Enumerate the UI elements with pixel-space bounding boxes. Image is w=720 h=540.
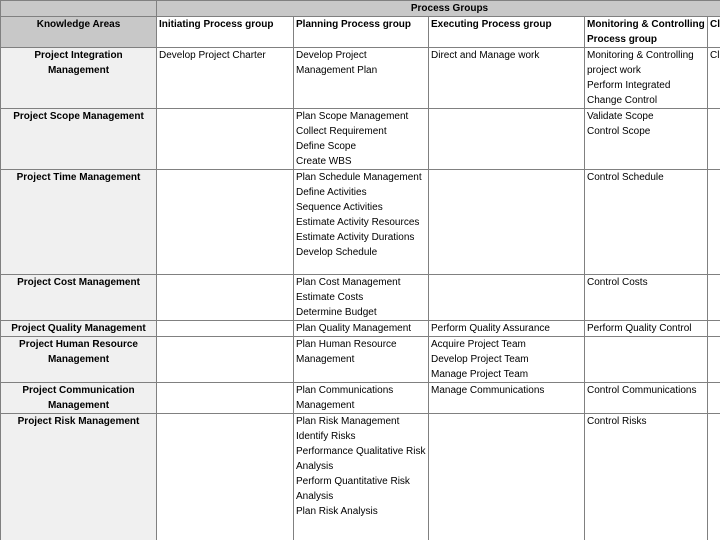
table-row <box>1 321 720 337</box>
executing-cell[interactable] <box>429 414 585 540</box>
monitoring-cell[interactable] <box>585 337 708 383</box>
planning-process-item: Collect Requirement <box>296 126 387 137</box>
executing-process-item: Manage Communications <box>431 385 545 396</box>
header-monitoring-text: Monitoring & Controlling Process group <box>587 19 705 45</box>
executing-cell[interactable] <box>429 109 585 170</box>
process-groups-header[interactable] <box>157 1 720 17</box>
monitoring-cell[interactable] <box>585 414 708 540</box>
planning-process-item: Perform Quantitative Risk Analysis <box>296 476 410 502</box>
knowledge-area-cell[interactable] <box>1 275 157 321</box>
header-knowledge-areas-text: Knowledge Areas <box>36 19 121 30</box>
knowledge-area-cell[interactable] <box>1 337 157 383</box>
initiating-process-item: Develop Project Charter <box>159 50 266 61</box>
knowledge-area-cell[interactable] <box>1 383 157 414</box>
knowledge-area-text: Project Integration Management <box>34 50 123 76</box>
monitoring-cell[interactable] <box>585 109 708 170</box>
table-row <box>1 170 720 275</box>
knowledge-area-cell[interactable] <box>1 48 157 109</box>
knowledge-area-text: Project Risk Management <box>17 416 140 427</box>
planning-process-item: Estimate Costs <box>296 292 364 303</box>
executing-process-item: Develop Project Team <box>431 354 529 365</box>
executing-cell[interactable] <box>429 337 585 383</box>
table-row <box>1 275 720 321</box>
executing-cell[interactable] <box>429 170 585 275</box>
executing-process-item: Manage Project Team <box>431 369 529 380</box>
closing-cell[interactable] <box>708 337 720 383</box>
closing-cell[interactable] <box>708 109 720 170</box>
monitoring-cell[interactable] <box>585 321 708 337</box>
closing-cell[interactable] <box>708 48 720 109</box>
header-initiating[interactable] <box>157 17 294 48</box>
planning-process-item: Plan Schedule Management <box>296 172 422 183</box>
knowledge-area-text: Project Cost Management <box>17 277 140 288</box>
monitoring-cell[interactable] <box>585 170 708 275</box>
table-row <box>1 383 720 414</box>
planning-process-item: Create WBS <box>296 156 352 167</box>
planning-process-item: Plan Risk Analysis <box>296 506 378 517</box>
planning-process-item: Estimate Activity Durations <box>296 232 415 243</box>
initiating-cell[interactable] <box>157 337 294 383</box>
planning-process-item: Estimate Activity Resources <box>296 217 420 228</box>
table-row <box>1 48 720 109</box>
monitoring-process-item: Control Costs <box>587 277 648 288</box>
header-closing[interactable] <box>708 17 720 48</box>
knowledge-area-text: Project Time Management <box>16 172 141 183</box>
monitoring-cell[interactable] <box>585 48 708 109</box>
knowledge-area-text: Project Scope Management <box>13 111 144 122</box>
closing-cell[interactable] <box>708 275 720 321</box>
header-executing[interactable] <box>429 17 585 48</box>
planning-process-item: Plan Quality Management <box>296 323 412 334</box>
closing-cell[interactable] <box>708 321 720 337</box>
table-row <box>1 109 720 170</box>
planning-cell[interactable] <box>294 321 429 337</box>
planning-cell[interactable] <box>294 383 429 414</box>
initiating-cell[interactable] <box>157 109 294 170</box>
corner-cell[interactable] <box>1 1 157 17</box>
monitoring-process-item: Control Schedule <box>587 172 664 183</box>
knowledge-area-text: Project Communication Management <box>22 385 135 411</box>
knowledge-area-text: Project Quality Management <box>11 323 146 334</box>
planning-process-item: Determine Budget <box>296 307 377 318</box>
header-initiating-text: Initiating Process group <box>159 19 274 30</box>
closing-cell[interactable] <box>708 383 720 414</box>
monitoring-cell[interactable] <box>585 383 708 414</box>
executing-process-item: Acquire Project Team <box>431 339 526 350</box>
planning-process-item: Develop Schedule <box>296 247 378 258</box>
knowledge-area-cell[interactable] <box>1 321 157 337</box>
initiating-cell[interactable] <box>157 170 294 275</box>
executing-process-item: Perform Quality Assurance <box>431 323 550 334</box>
closing-cell[interactable] <box>708 170 720 275</box>
initiating-cell[interactable] <box>157 275 294 321</box>
monitoring-process-item: Control Communications <box>587 385 697 396</box>
closing-cell[interactable] <box>708 414 720 540</box>
initiating-cell[interactable] <box>157 321 294 337</box>
header-planning-text: Planning Process group <box>296 19 412 30</box>
initiating-cell[interactable] <box>157 48 294 109</box>
header-monitoring[interactable] <box>585 17 708 48</box>
knowledge-area-cell[interactable] <box>1 170 157 275</box>
planning-cell[interactable] <box>294 414 429 540</box>
executing-cell[interactable] <box>429 48 585 109</box>
planning-process-item: Plan Scope Management <box>296 111 409 122</box>
planning-process-item: Performance Qualitative Risk Analysis <box>296 446 426 472</box>
header-planning[interactable] <box>294 17 429 48</box>
monitoring-process-item: Control Scope <box>587 126 651 137</box>
monitoring-process-item: Control Risks <box>587 416 647 427</box>
header-executing-text: Executing Process group <box>431 19 552 30</box>
planning-cell[interactable] <box>294 109 429 170</box>
initiating-cell[interactable] <box>157 414 294 540</box>
monitoring-process-item: Perform Quality Control <box>587 323 692 334</box>
planning-cell[interactable] <box>294 275 429 321</box>
planning-process-item: Define Scope <box>296 141 357 152</box>
planning-process-item: Plan Human Resource Management <box>296 339 397 365</box>
executing-cell[interactable] <box>429 321 585 337</box>
closing-process-item: Cl <box>710 50 720 61</box>
monitoring-process-item: Validate Scope <box>587 111 654 122</box>
header-knowledge-areas[interactable] <box>1 17 157 48</box>
initiating-cell[interactable] <box>157 383 294 414</box>
monitoring-process-item: Perform Integrated Change Control <box>587 80 671 106</box>
planning-process-item: Develop Project Management Plan <box>296 50 378 76</box>
planning-process-item: Sequence Activities <box>296 202 383 213</box>
table-row <box>1 337 720 383</box>
planning-process-item: Plan Cost Management <box>296 277 401 288</box>
knowledge-area-cell[interactable] <box>1 414 157 540</box>
knowledge-area-cell[interactable] <box>1 109 157 170</box>
knowledge-area-text: Project Human Resource Management <box>19 339 138 365</box>
header-closing-text: Cl <box>710 19 720 30</box>
table-row <box>1 414 720 540</box>
executing-process-item: Direct and Manage work <box>431 50 540 61</box>
planning-cell[interactable] <box>294 48 429 109</box>
planning-process-item: Identify Risks <box>296 431 356 442</box>
executing-cell[interactable] <box>429 383 585 414</box>
monitoring-cell[interactable] <box>585 275 708 321</box>
planning-cell[interactable] <box>294 170 429 275</box>
process-groups-header-text: Process Groups <box>410 3 489 14</box>
executing-cell[interactable] <box>429 275 585 321</box>
planning-process-item: Define Activities <box>296 187 367 198</box>
planning-cell[interactable] <box>294 337 429 383</box>
planning-process-item: Plan Risk Management <box>296 416 400 427</box>
monitoring-process-item: Monitoring & Controlling project work <box>587 50 694 76</box>
planning-process-item: Plan Communications Management <box>296 385 394 411</box>
